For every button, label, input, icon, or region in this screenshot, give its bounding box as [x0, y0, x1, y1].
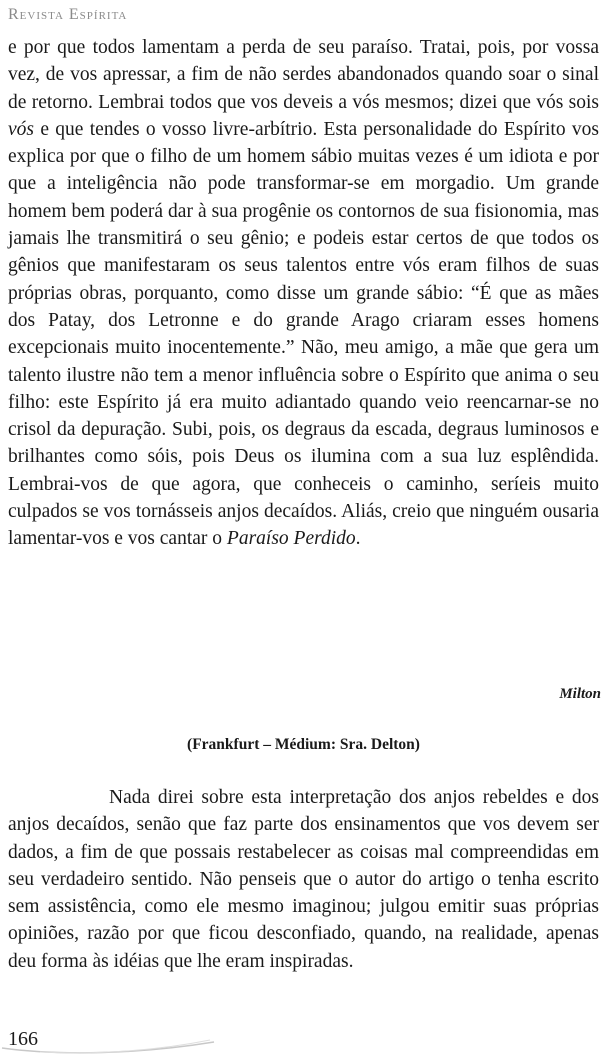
- author-signature: Milton: [559, 686, 601, 702]
- header-title: Revista Espírita: [8, 6, 128, 23]
- para1-text-a: e por que todos lamentam a perda de seu paraíso. Tratai, pois, por vossa vez, de vos apressar, a fim de não serdes abandonados quando soar o sinal de retorno. Lembrai todos que vos deveis a vós mesmos; dizei que vós sois: [8, 37, 599, 113]
- body-paragraph-2: Nada direi sobre esta interpretação dos anjos rebeldes e dos anjos decaídos, senão que faz parte dos ensinamentos que vos devem ser dados, a fim de que possais restabelecer as coisas mal compreendidas em seu verdadeiro sentido. Não penseis que o autor do artigo o tenha escrito sem assistência, como ele mesmo imaginou; julgou emitir suas próprias opiniões, razão por que ficou desconfiado, quando, na realidade, apenas deu forma às idéias que lhe eram inspiradas.: [8, 787, 599, 972]
- page-number: 166: [8, 1028, 38, 1050]
- body-paragraph-1: [8, 34, 599, 654]
- para1-text-end: .: [355, 528, 361, 550]
- para1-text-b: e que tendes o vosso livre-arbítrio. Esta personalidade do Espírito vos explica por que o filho de um homem sábio muitas vezes é um idiota e por que a inteligência não pode transformar-se em morgadio. Um grande homem bem poderá dar à sua progênie os contornos de sua fisionomia, mas jamais lhe transmitirá o seu gênio; e podeis estar certos de que todos os gênios que manifestaram os seus talentos entre vós eram filhos de suas próprias obras, porquanto, como disse um grande sábio: “É que as mães dos Patay, dos Letronne e do grande Arago criaram esses homens excepcionais muito inocentemente.” Não, meu amigo, a mãe que gera um talento ilustre não tem a menor influência sobre o Espírito que anima o seu filho: este Espírito já era muito adiantado quando veio reencarnar-se no crisol da depuração. Subi, pois, os degraus da escada, degraus luminosos e brilhantes como sóis, pois Deus os ilumina com a sua luz esplêndida. Lembrai-vos de que agora, que conheceis o caminho, seríeis muito culpados se vos tornásseis anjos decaídos. Aliás, creio que ninguém ousaria lamentar-vos e vos cantar o: [8, 118, 599, 550]
- section-subtitle: (Frankfurt – Médium: Sra. Delton): [187, 736, 420, 753]
- para1-italic-title: Paraíso Perdido: [226, 528, 356, 550]
- running-header: [8, 6, 127, 24]
- para1-italic-vos: vós: [8, 118, 34, 140]
